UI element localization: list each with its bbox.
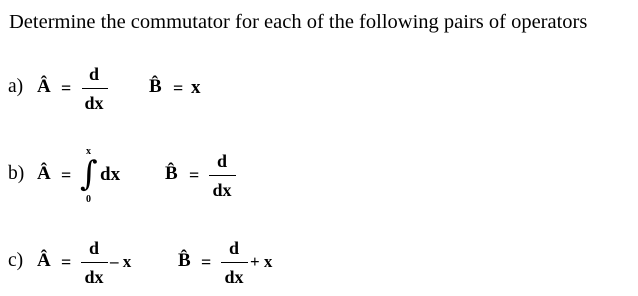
part-b-label: b) <box>8 163 25 184</box>
operator-a-numerator: d <box>88 64 99 84</box>
operator-b-rhs: x <box>191 77 201 98</box>
operator-b-symbol: B̂ <box>178 250 191 271</box>
operator-a-symbol: Â <box>37 76 51 97</box>
integral-lower-limit: 0 <box>86 194 91 205</box>
operator-b-numerator: d <box>216 151 227 171</box>
operator-a-tail: – x <box>110 252 132 271</box>
operator-b-denominator: dx <box>224 267 244 287</box>
operator-a-fraction-bar <box>82 88 108 89</box>
operator-a-fraction-bar <box>81 262 108 263</box>
operator-a-denominator: dx <box>84 93 104 113</box>
integral-sign-icon: ∫ <box>80 154 98 194</box>
operator-a-denominator: dx <box>84 267 104 287</box>
operator-b-equals: = <box>201 252 212 272</box>
operator-a-symbol: Â <box>37 250 51 271</box>
part-a-label: a) <box>8 76 24 97</box>
integrand: dx <box>100 164 121 185</box>
operator-b-denominator: dx <box>212 180 232 200</box>
operator-b-symbol: B̂ <box>149 76 162 97</box>
operator-b-equals: = <box>189 165 200 185</box>
operator-a-numerator: d <box>88 238 99 258</box>
operator-a-equals: = <box>61 78 72 98</box>
operator-a-equals: = <box>61 165 72 185</box>
operator-a-equals: = <box>61 252 72 272</box>
operator-b-tail: + x <box>250 252 273 271</box>
part-c-label: c) <box>8 250 24 271</box>
operator-b-numerator: d <box>228 238 239 258</box>
operator-b-fraction-bar <box>209 175 236 176</box>
operator-b-fraction-bar <box>221 262 248 263</box>
problem-heading: Determine the commutator for each of the following pairs of operators <box>9 11 588 33</box>
integral-upper-limit: x <box>86 146 91 157</box>
operator-b-equals: = <box>173 78 184 98</box>
operator-a-symbol: Â <box>37 163 51 184</box>
operator-b-symbol: B̂ <box>165 163 178 184</box>
